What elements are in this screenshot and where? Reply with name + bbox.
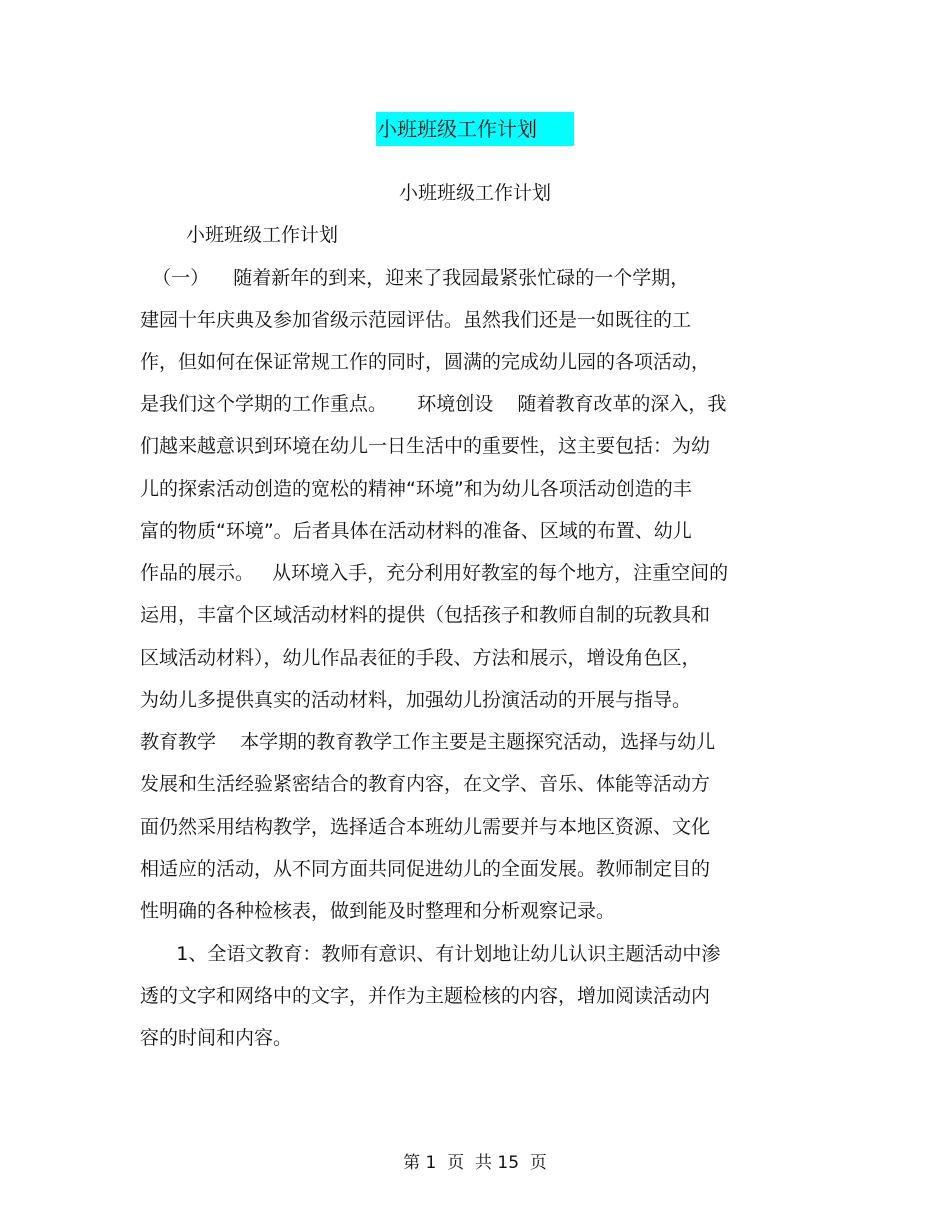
body-line: 建园十年庆典及参加省级示范园评估。虽然我们还是一如既往的工 [140,309,692,331]
body-line: 儿的探索活动创造的宽松的精神“环境”和为幼儿各项活动创造的丰 [140,478,692,500]
body-line: 发展和生活经验紧密结合的教育内容，在文学、音乐、体能等活动方 [140,773,711,795]
body-line: 富的物质“环境”。后者具体在活动材料的准备、区域的布置、幼儿 [140,520,692,542]
document-title: 小班班级工作计划 [376,112,574,146]
body-line: 作品的展示。 从环境入手，充分利用好教室的每个地方，注重空间的 [140,562,729,584]
body-line: 面仍然采用结构教学，选择适合本班幼儿需要并与本地区资源、文化 [140,816,711,838]
body-line: 区域活动材料），幼儿作品表征的手段、方法和展示，增设角色区， [140,647,701,669]
body-line: 们越来越意识到环境在幼儿一日生活中的重要性，这主要包括：为幼 [140,435,711,457]
body-line: 性明确的各种检核表，做到能及时整理和分析观察记录。 [140,900,616,922]
body-line: 作，但如何在保证常规工作的同时，圆满的完成幼儿园的各项活动， [140,351,711,373]
body-line: 容的时间和内容。 [140,1027,293,1049]
page-footer: 第 1 页 共 15 页 [403,1153,547,1173]
body-line: 为幼儿多提供真实的活动材料，加强幼儿扮演活动的开展与指导。 [140,689,692,711]
body-line: 1、全语文教育：教师有意识、有计划地让幼儿认识主题活动中渗 [140,943,721,965]
body-line: （一） 随着新年的到来，迎来了我园最紧张忙碌的一个学期， [140,267,690,289]
document-subtitle: 小班班级工作计划 [398,182,551,204]
body-line: 运用，丰富个区域活动材料的提供（包括孩子和教师自制的玩教具和 [140,604,711,626]
body-line: 相适应的活动，从不同方面共同促进幼儿的全面发展。教师制定目的 [140,858,711,880]
body-line: 是我们这个学期的工作重点。 环境创设 随着教育改革的深入，我 [140,393,727,415]
section-heading: 小班班级工作计划 [186,224,339,246]
body-line: 透的文字和网络中的文字，并作为主题检核的内容，增加阅读活动内 [140,985,711,1007]
body-line: 教育教学 本学期的教育教学工作主要是主题探究活动，选择与幼儿 [140,731,716,753]
